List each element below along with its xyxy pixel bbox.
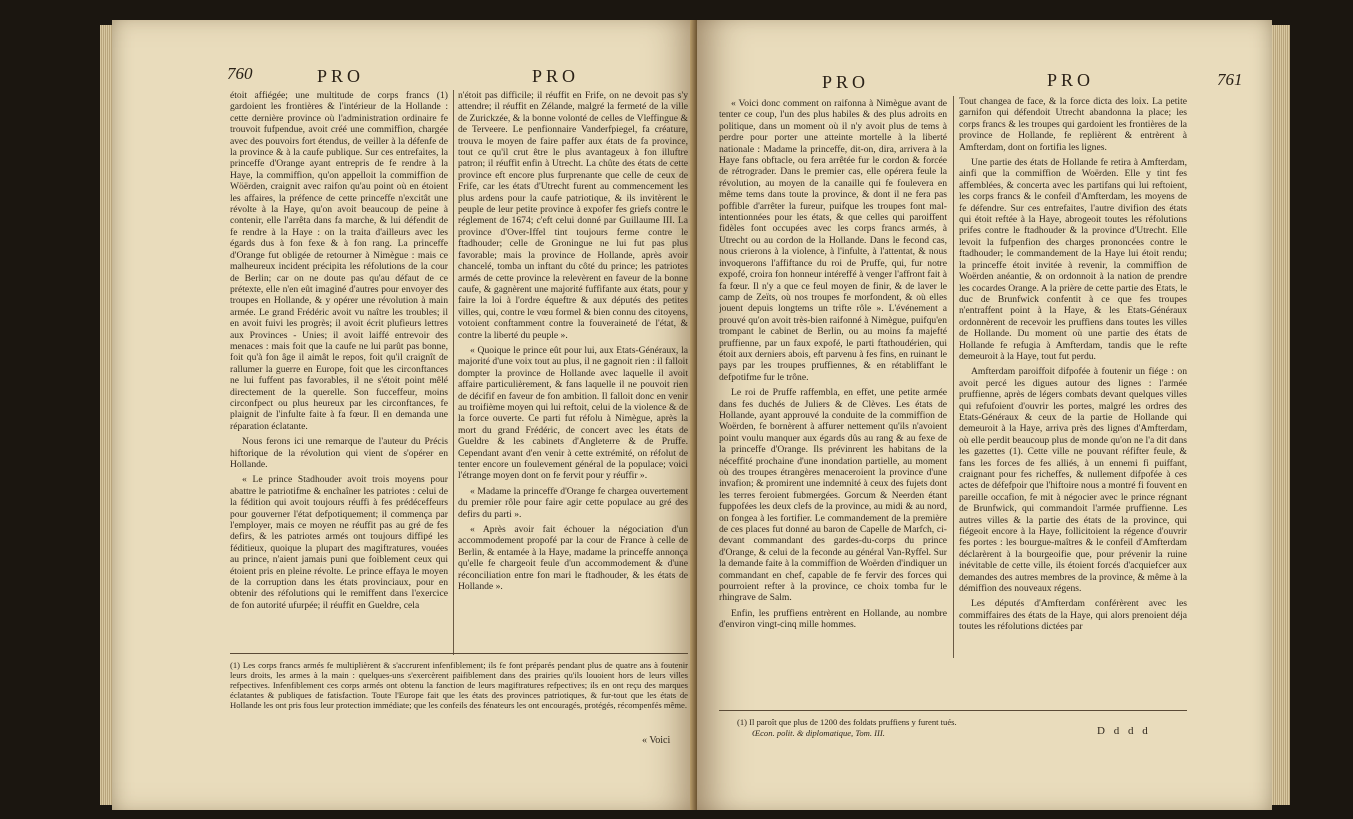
signature-mark: D d d d: [1097, 725, 1151, 737]
paragraph: « Après avoir fait échouer la négociation d'un accommodement propofé par la cour de France à celle de Berlin, & entamée à la Haye, madame la princeffe annonça qu'elle fe chargeoit feule d'un accommodement & d'une réconciliation entre fon mari le ftadhouder, & les états de Hollande ».: [458, 524, 688, 593]
running-head: PRO: [532, 66, 580, 86]
left-page-edge: [100, 25, 112, 805]
paragraph: « Quoique le prince eût pour lui, aux Etats-Généraux, la majorité d'une voix tout au plus, il ne gagnoit rien : il falloit dompter la province de Hollande avec laquelle il avoit affaire particulièrement, & fans laquelle il ne pouvoit rien de décifif en faveur de fon ambition. Il falloit donc en venir au troifième moyen qui lui reftoit, celui de la violence & de la force ouverte. Ce parti fut réfolu à Nimègue, après la mort du grand Frédéric, de concert avec les états de Gueldre & les cabinets d'Angleterre & de Pruffe. Cependant avant d'en venir à cette extrémité, on réfolut de tenter encore un foulevement général de la populace; voici l'étrange moyen dont on fe fervit pour y réuffir ».: [458, 344, 688, 482]
right-page-edge: [1272, 25, 1290, 805]
page-number: 761: [1217, 70, 1243, 89]
page-number: 760: [227, 64, 253, 83]
paragraph: « Madame la princeffe d'Orange fe chargea ouvertement du premier rôle pour faire agir cette populace au gré des defirs du parti ».: [458, 485, 688, 520]
paragraph: Les députés d'Amfterdam conférèrent avec les commiffaires des états de la Haye, qui alors prenoient déja toutes les réfolutions dictées par: [959, 598, 1187, 633]
footnote-rule: [719, 710, 1187, 711]
left-page: [112, 20, 697, 810]
running-head: PRO: [1047, 70, 1095, 90]
paragraph: Enfin, les pruffiens entrèrent en Hollande, au nombre d'environ vingt-cinq mille hommes.: [719, 607, 947, 631]
text-column-left: [230, 90, 448, 655]
paragraph: n'étoit pas difficile; il réuffit en Frife, on ne devoit pas s'y attendre; il réuffit en Zélande, malgré la fermeté de la ville de Zurickzée, & la bonne volonté de celles de Vleffingue & de Terveere. Le penfionnaire Vanderfpiegel, fa créature, trouva le moyen de faire paffer aux états de fa province, tout ce qu'il crut être le plus avantageux à fon illuftre patron; il réuffit enfin à Utrecht. La chûte des états de cette province eft encore plus furprenante que celle de ceux de Frife, car les états d'Utrecht furent au commencement les plus ardens pour la caufe patriotique, & ils invitèrent le peuple de leur petite province à expofer fes griefs contre le réglement de 1674; c'eft celui donné par Guillaume III. La province d'Over-Iffel tint toujours ferme contre le ftadhouder; celle de Groningue ne lui fut pas plus favorable; mais la province de Hollande, après avoir chancelé, tomba un inftant du côté du prince; les patriotes armés de cette province la relevèrent en faveur de la bonne caufe, & gagnèrent une majorité fuffifante aux états, pour y faire la loi à l'ordre équeftre & aux députés des petites villes, qui, contre le vœu formel & bien connu des citoyens, votoient conftamment contre la fouveraineté de l'état, & contre la liberté du peuple ».: [458, 90, 688, 341]
paragraph: Une partie des états de Hollande fe retira à Amfterdam, ainfi que la commiffion de Woërden. Elle y tint fes affemblées, & concerta avec les partifans qui lui reftoient, les corps francs & le confeil d'Amfterdam, les moyens de fe défendre. Sur ces entrefaites, l'autre divifion des états qui étoit reftée à la Haye, abrogeoit toutes les réfolutions prifes contre le ftadhouder & la province d'Utrecht. Elle levoit la fufpenfion des charges prononcées contre le ftadhouder; le commandement de la Haye lui étoit rendu; la princeffe étoit invitée à revenir, la commiffion de Woërden anéantie, & on ordonnoit à la nation de prendre les cocardes Orange. A la prière de cette partie des Etats, le duc de Brunfwick confentit à ce que fes troupes n'entraffent point à la Haye, & les Etats-Généraux ordonnèrent de recevoir les pruffiens dans toutes les villes de Hollande. Du moment où une partie des états de Hollande fe refugia à Amfterdam, tandis que le refte demeuroit à la Haye, tout fut perdu.: [959, 157, 1187, 362]
footnote: (1) Les corps francs armés fe multiplièrent & s'accrurent infenfiblement; ils fe font préparés pendant plus de quatre ans à foutenir leurs droits, les armes à la main : quelques-uns s'exercèrent paifiblement dans des prairies qu'ils louoient hors de leurs villes refpectives. Infenfiblement ces corps armés ont obtenu la fanction de leurs magiftratures refpectives; ils en ont reçu des marques éclatantes & publiques de fatisfaction. Toute l'Europe fait que les états des provinces patriotiques, & fur-tout que les états de Hollande les ont pris fous leur protection immédiate; que les confeils des fénateurs les ont encouragés, protégés, récompenfés même.: [230, 660, 688, 710]
paragraph: Le roi de Pruffe raffembla, en effet, une petite armée dans fes duchés de Juliers & de Clèves. Les états de Hollande, ayant approuvé la conduite de la commiffion de Woërden, fe bornèrent à affurer nettement qu'ils n'avoient point voulu manquer aux égards dûs au rang & au fexe de la princeffe d'Orange. Ils prévinrent les habitans de la néceffité prochaine d'une inondation partielle, au moment où des troupes étrangères menaceroient la province d'une invafion; & promirent une indemnité à ceux des fujets dont les terres feroient fubmergées. Gorcum & Neerden étant fuppofées les deux clefs de la province, au midi & au nord, on fongea à les fortifier. Le commandement de la première de ces places fut donné au baron de Capelle de Marfch, ci-devant commandant des gardes-du-corps du prince d'Orange, & celui de la feconde au général Van-Ryffel. Sur la demande faite à la commiffion de Woërden d'indiquer un commandant en chef, capable de fe fervir des forces qui pourroient refter à la province, ce choix tomba fur le rhingrave de Salm.: [719, 387, 947, 604]
running-head: PRO: [317, 66, 365, 86]
footnote-rule: [230, 653, 688, 654]
paragraph: Tout changea de face, & la force dicta des loix. La petite garnifon qui défendoit Utrecht abandonna la place; les corps francs & les troupes qui gardoient les frontières de la province de Hollande, fe replièrent & entrèrent à Amfterdam, dont on fortifia les lignes.: [959, 96, 1187, 153]
footnote-source: Œcon. polit. & diplomatique, Tom. III.: [752, 728, 885, 738]
text-column-right: [959, 96, 1187, 658]
catchword: « Voici: [642, 735, 671, 746]
column-rule: [953, 96, 954, 658]
text-column-right: [458, 90, 688, 655]
paragraph: « Le prince Stadhouder avoit trois moyens pour abattre le patriotifme & enchaîner les patriotes : celui de la fédition qui avoit toujours réuffi à fes prédéceffeurs pour gouverner l'état defpotiquement; il commença par l'employer, mais ce moyen ne réuffit pas au gré de fes defirs, & les patriotes armés ont toujours diffipé les féditieux, quoique la plupart des magiftratures, vouées au prince, n'aient jamais puni que foiblement ceux qui étoient pris en pleine révolte. Le prince effaya le moyen de la corruption dans les états provinciaux, pour en obtenir des réfolutions qui le remiffent dans l'exercice de fon autorité ufurpée; il réuffit en Gueldre, cela: [230, 474, 448, 611]
footnote: (1) Il paroît que plus de 1200 des foldats pruffiens y furent tués.: [737, 717, 957, 727]
running-head: PRO: [822, 72, 870, 92]
paragraph: étoit affiégée; une multitude de corps francs (1) gardoient les frontières & l'intérieur de la Hollande : cette dernière province où l'administration ordinaire fe trouvoit fufpendue, avoit créé une commiffion, chargée avec des pouvoirs fort étendus, de veiller à la défenfe de la province & à la caufe publique. Sur ces entrefaites, la princeffe d'Orange ayant entrepris de fe rendre à la Haye, la commiffion, qu'on appelloit la commiffion de Wöërden, craignit avec raifon qu'au point où en étoient les affaires, la préfence de cette princeffe n'excitât une révolte à la Haye, qu'on avoit beaucoup de peine à contenir, elle l'arrêta dans fa marche, & lui défendit de fe rendre à la Haye : on la traita d'ailleurs avec les égards dus à fon fexe & à fon rang. La princeffe d'Orange fut obligée de retourner à Nimègue : mais ce malheureux incident précipita les réfolutions de la cour de Berlin; car on ne doute pas qu'au défaut de ce prétexte, elle n'en eût imaginé d'autres pour envoyer des troupes en Hollande, & y opérer une révolution à main armée. Le grand Frédéric avoit vu naître les troubles; il en avoit fuivi les progrès; il avoit écrit plufieurs lettres aux Provinces - Unies; il avoit laiffé entrevoir des menaces : mais foit que la caufe ne lui parût pas bonne, foit qu'à fon âge il aimât le repos, foit qu'il craignît de rallumer la guerre en Europe, foit que les circonftances ne lui fuffent pas favorables, il ne s'étoit point mêlé directement de la querelle. Son fucceffeur, moins circonfpect ou plus heureux par les circonftances, fe plaignit de l'infulte faite à fa fœur. Il en demanda une réparation éclatante.: [230, 90, 448, 432]
text-column-left: [719, 98, 947, 658]
column-rule: [453, 90, 454, 655]
paragraph: « Voici donc comment on raifonna à Nimègue avant de tenter ce coup, l'un des plus habiles & des plus adroits en politique, dans un moment où il n'y avoit plus de tems à perdre pour porter une atteinte mortelle à la liberté nationale : Madame la princeffe, dit-on, dira, arrivera à la Haye fans obftacle, ou fera arrêtée fur le cordon & forcée de rétrograder. Dans le premier cas, elle opérera feule la révolution, au moyen de la canaille qui fe foulevera en même tems dans toute la province, & dont il ne fera pas poffible d'arrêter la fureur, puifque les troupes font mal-intentionnées pour les états, & que celles qui paroiffent fidèles font occupées avec les corps francs armés, à Utrecht ou au cordon de la Hollande. Dans le fecond cas, nous crierons à la violence, à l'infulte, à l'attentat, & nous invoquerons l'affiftance du roi de Pruffe, qui, fur notre expofé, croira fon honneur intéreffé à venger l'affront fait à fa fœur. Il n'y a que ce feul moyen de finir, & de laver le camp de Zeïts, où nos troupes fe morfondent, & où elles jouent depuis longtems un trifte rôle ». L'événement a prouvé qu'on avoit très-bien raifonné à Nimègue, puifqu'en trompant le cabinet de Berlin, ou au moins fa majefté pruffienne, par un faux expofé, le parti ftathoudérien, qui étoit aux derniers abois, eft parvenu à fes fins, en ruinant le pays par les troupes pruffiennes, & en rétabliffant le defpotifme fur le trône.: [719, 98, 947, 383]
paragraph: Amfterdam paroiffoit difpofée à foutenir un fiége : on avoit percé les digues autour des lignes : l'armée pruffienne, après de légers combats devant quelques villes qui refufoient d'ouvrir les portes, malgré les ordres des Etats-Généraux & ceux de la partie de Hollande qui demeuroit à la Haye, arriva près des lignes d'Amfterdam, où elle perdit beaucoup plus de monde qu'on ne l'a dit dans les gazettes (1). Cette ville ne pouvant réfifter feule, & fans les forces de fes alliés, à un ennemi fi puiffant, craignant pour fes richeffes, & nullement difpofée à ces actes de défefpoir que l'hiftoire nous a montré fi fouvent en pareille occafion, fe mit à négocier avec le prince régnant de Brunfwick, qui commandoit l'armée pruffienne. Les autres villes & la partie des états de la province, qui fiégeoit encore à la Haye, follicitoient la régence d'ouvrir fes portes : les bourgue-maîtres & le confeil d'Amfterdam déclarèrent à la bourgeoifie que, pour prévenir la ruine inévitable de cette ville, ils étoient forcés d'acquiefcer aux demandes des autres membres de la province, & même à la démiffion des nouveaux régens.: [959, 366, 1187, 595]
right-page: [697, 20, 1272, 810]
paragraph: Nous ferons ici une remarque de l'auteur du Précis hiftorique de la révolution qui vient de s'opérer en Hollande.: [230, 436, 448, 470]
